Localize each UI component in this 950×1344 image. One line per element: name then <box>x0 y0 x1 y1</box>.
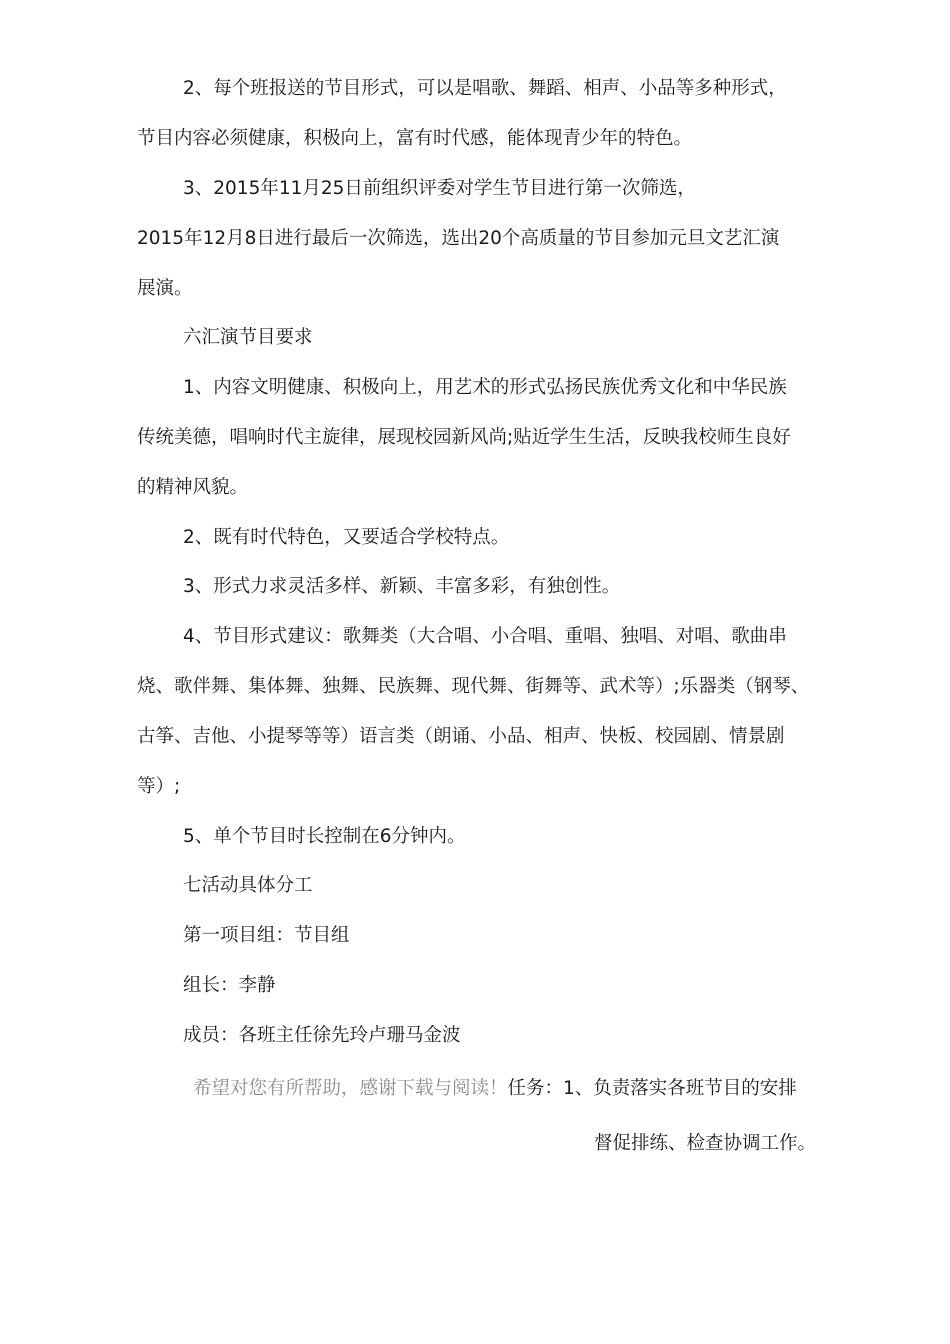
paragraph-line: 督促排练、检查协调工作。 <box>593 1133 816 1154</box>
paragraph-line: 3、形式力求灵活多样、新颖、丰富多彩，有独创性。 <box>183 576 621 597</box>
paragraph-line: 2、既有时代特色，又要适合学校特点。 <box>183 527 510 548</box>
paragraph-line: 节目内容必须健康，积极向上，富有时代感，能体现青少年的特色。 <box>137 128 693 149</box>
paragraph-line: 3、2015年11月25日前组织评委对学生节目进行第一次筛选， <box>183 178 696 199</box>
paragraph-line: 的精神风貌。 <box>137 477 249 498</box>
footer-line <box>193 1077 797 1101</box>
footer-faint-note: 希望对您有所帮助，感谢下载与阅读！ <box>193 1078 508 1099</box>
paragraph-line: 1、内容文明健康、积极向上，用艺术的形式弘扬民族优秀文化和中华民族 <box>183 377 787 398</box>
paragraph-line: 传统美德，唱响时代主旋律，展现校园新风尚;贴近学生生活，反映我校师生良好 <box>137 427 791 448</box>
footer-task: 任务：1、负责落实各班节目的安排 <box>507 1078 797 1099</box>
paragraph-line: 5、单个节目时长控制在6分钟内。 <box>183 826 466 847</box>
section-heading: 六汇演节目要求 <box>183 327 313 348</box>
paragraph-line: 4、节目形式建议：歌舞类（大合唱、小合唱、重唱、独唱、对唱、歌曲串 <box>183 626 787 647</box>
paragraph-line: 组长：李静 <box>183 975 276 996</box>
paragraph-line: 2015年12月8日进行最后一次筛选，选出20个高质量的节目参加元旦文艺汇演 <box>137 228 780 249</box>
paragraph-line: 2、每个班报送的节目形式，可以是唱歌、舞蹈、相声、小品等多种形式， <box>183 78 787 99</box>
paragraph-line: 烧、歌伴舞、集体舞、独舞、民族舞、现代舞、街舞等、武术等）;乐器类（钢琴、 <box>137 676 810 697</box>
paragraph-line: 第一项目组：节目组 <box>183 925 350 946</box>
paragraph-line: 等）; <box>137 776 181 797</box>
paragraph-line: 古筝、吉他、小提琴等等）语言类（朗诵、小品、相声、快板、校园剧、情景剧 <box>137 726 785 747</box>
paragraph-line: 成员：各班主任徐先玲卢珊马金波 <box>183 1025 461 1046</box>
section-heading: 七活动具体分工 <box>183 875 313 896</box>
paragraph-line: 展演。 <box>137 278 193 299</box>
